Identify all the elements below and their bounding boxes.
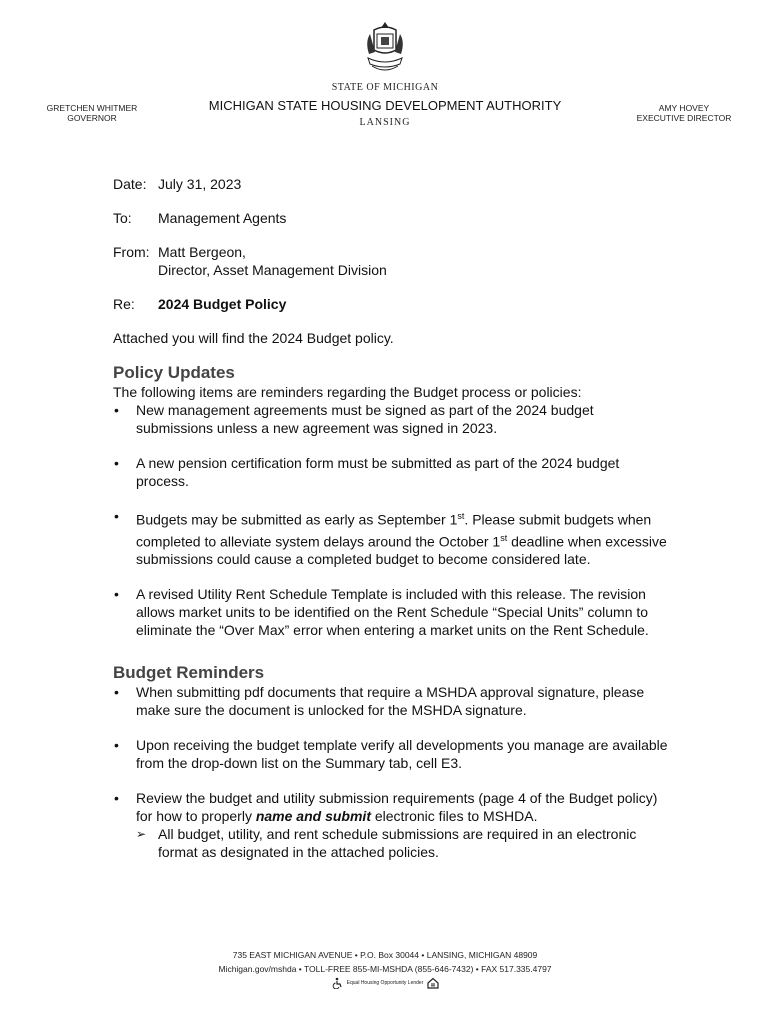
- director-name: AMY HOVEY: [658, 103, 710, 113]
- to-label: To:: [113, 210, 132, 226]
- governor-name: GRETCHEN WHITMER: [46, 103, 138, 113]
- memo-re-row: [113, 295, 673, 313]
- wheelchair-icon: [331, 977, 343, 989]
- director-title: EXECUTIVE DIRECTOR: [636, 113, 732, 123]
- memo-intro: Attached you will find the 2024 Budget policy.: [113, 330, 394, 346]
- letterhead-footer: [0, 948, 770, 993]
- memo-date-row: [113, 175, 673, 193]
- date-label: Date:: [113, 176, 147, 192]
- policy-bullet-4: • A revised Utility Rent Schedule Template is included with this release. The revision allows market units to be identified on the Rent Schedule “Special Units” column to eliminate the “Over Max” error when entering a market units on the Rent Schedule.: [113, 585, 673, 639]
- policy-lead: The following items are reminders regarding the Budget process or policies:: [113, 384, 582, 400]
- footer-address: 735 EAST MICHIGAN AVENUE • P.O. Box 30044 • LANSING, MICHIGAN 48909: [232, 950, 538, 960]
- re-value: 2024 Budget Policy: [158, 296, 287, 312]
- state-name: STATE OF MICHIGAN: [331, 82, 439, 93]
- governor-block: [40, 103, 144, 123]
- city-name: LANSING: [359, 117, 411, 128]
- governor-title: GOVERNOR: [67, 113, 117, 123]
- policy-bullet-3-sup-1: st: [457, 511, 465, 521]
- eho-text: Equal Housing Opportunity Lender: [346, 980, 424, 986]
- re-label: Re:: [113, 296, 135, 312]
- reminder-bullet-2: • Upon receiving the budget template verify all developments you manage are available from the drop-down list on the Summary tab, cell E3.: [113, 736, 673, 772]
- to-value: Management Agents: [158, 210, 287, 226]
- from-name: Matt Bergeon,: [158, 244, 246, 260]
- reminder-bullet-3-emphasis: name and submit: [255, 808, 371, 825]
- equal-housing-icon: [427, 977, 439, 989]
- memo-from-row: [113, 243, 673, 279]
- policy-bullet-3: [113, 507, 673, 568]
- budget-reminders-heading: Budget Reminders: [113, 663, 265, 683]
- reminder-subbullet-1: ➢ All budget, utility, and rent schedule submissions are required in an electronic format as designated in the attached policies.: [113, 825, 673, 861]
- reminder-bullet-3: [113, 789, 673, 825]
- from-label: From:: [113, 244, 150, 260]
- memo-body: [113, 175, 673, 861]
- policy-bullet-3-part-c: deadline when excessive submissions could cause a completed budget to become considered late.: [136, 533, 667, 568]
- policy-bullet-2: • A new pension certification form must be submitted as part of the 2024 budget process.: [113, 454, 673, 490]
- reminder-bullet-3-part-a: Review the budget and utility submission requirements (page 4 of the Budget policy) for how to properly: [136, 790, 658, 825]
- footer-contact: Michigan.gov/mshda • TOLL-FREE 855-MI-MSHDA (855-646-7432) • FAX 517.335.4797: [218, 964, 552, 974]
- policy-bullet-1: • New management agreements must be signed as part of the 2024 budget submissions unless a new agreement was signed in 2023.: [113, 401, 673, 437]
- reminder-bullet-1: • When submitting pdf documents that require a MSHDA approval signature, please make sure the document is unlocked for the MSHDA signature.: [113, 683, 673, 719]
- memo-to-row: [113, 209, 673, 227]
- director-block: [636, 103, 732, 123]
- date-value: July 31, 2023: [158, 176, 242, 192]
- reminder-bullet-3-part-b: electronic files to MSHDA.: [370, 808, 538, 825]
- agency-name: MICHIGAN STATE HOUSING DEVELOPMENT AUTHORITY: [208, 98, 562, 113]
- michigan-seal-icon: [360, 20, 410, 78]
- policy-updates-heading: Policy Updates: [113, 363, 235, 382]
- policy-bullet-3-sup-2: st: [500, 532, 508, 543]
- from-title: Director, Asset Management Division: [158, 262, 387, 278]
- footer-logos: [331, 976, 440, 990]
- policy-bullet-3-part-a: Budgets may be submitted as early as September 1: [136, 511, 458, 528]
- policy-bullet-3-part-b: . Please submit budgets when completed to alleviate system delays around the October 1: [136, 511, 652, 550]
